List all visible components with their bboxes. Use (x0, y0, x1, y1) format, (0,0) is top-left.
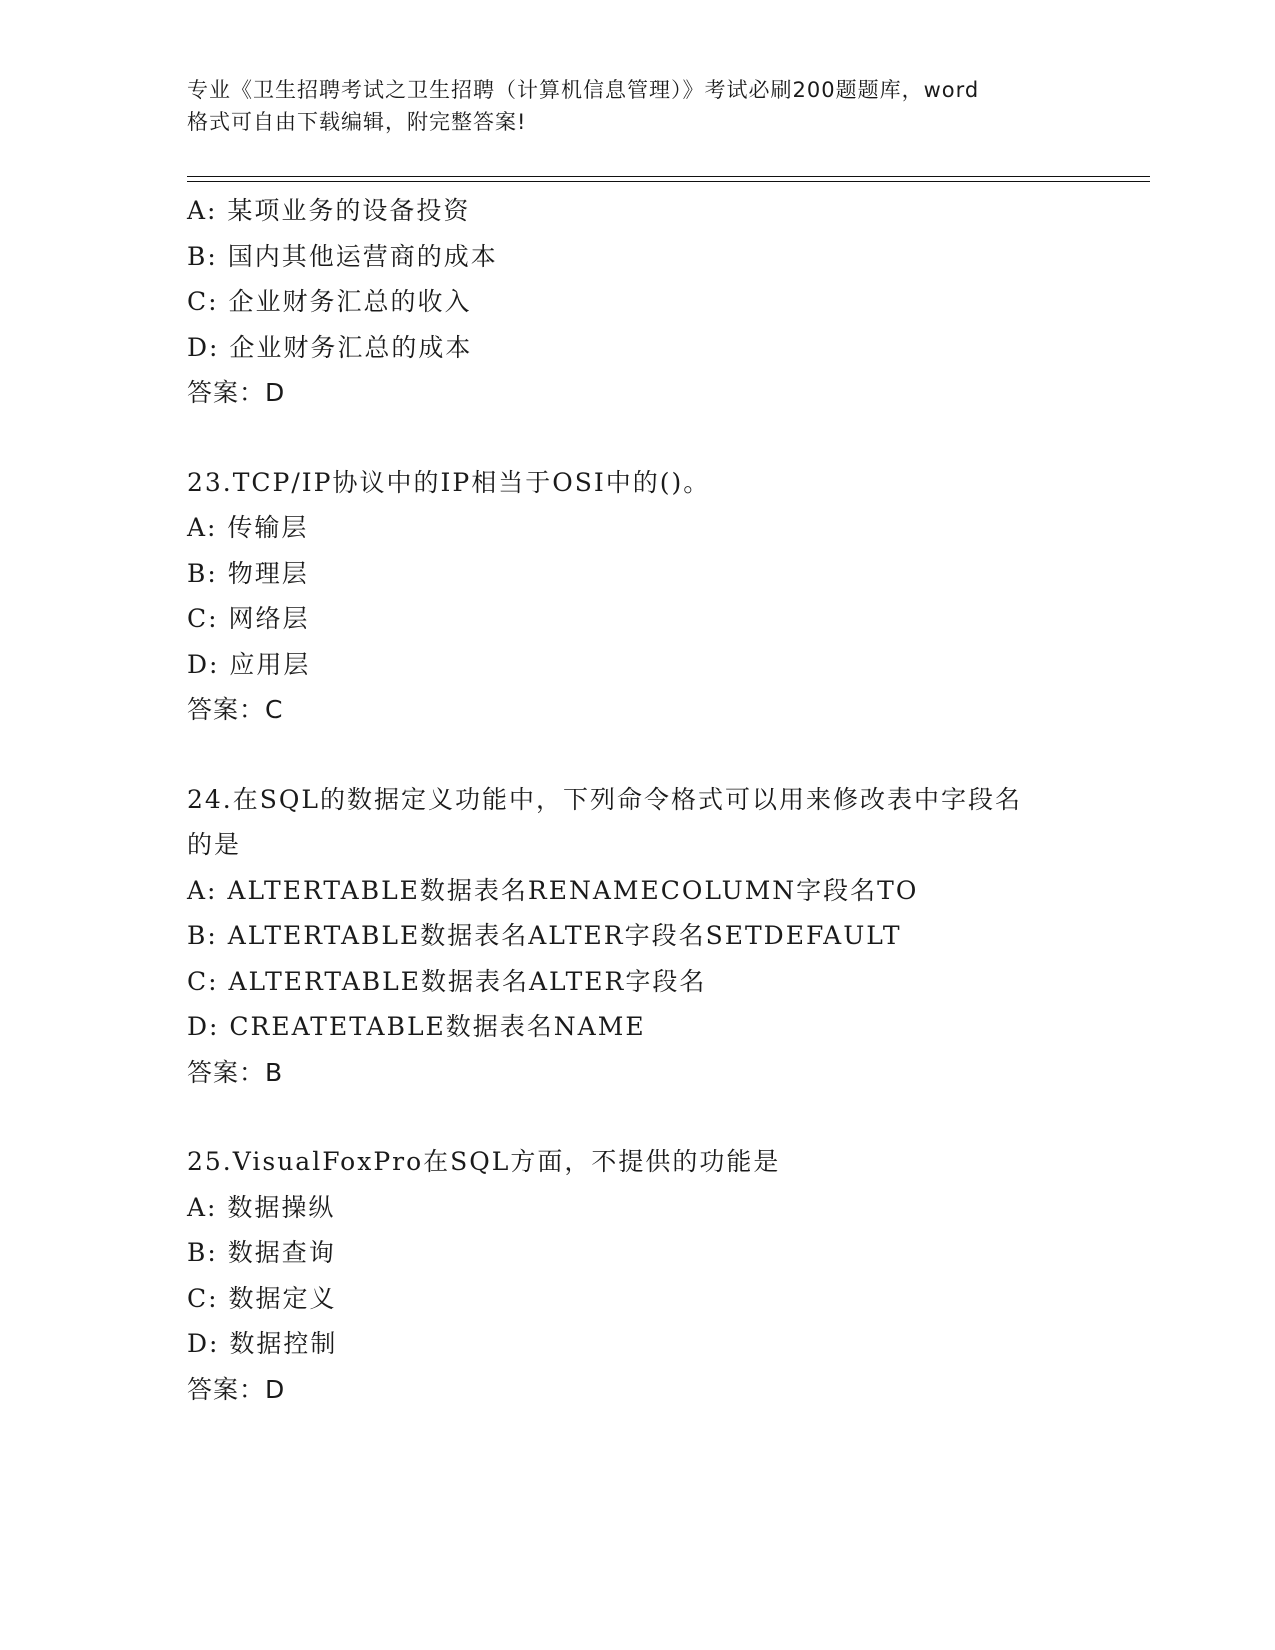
header-line-1: 专业《卫生招聘考试之卫生招聘（计算机信息管理）》考试必刷200题题库，word (187, 78, 980, 102)
question-list (187, 188, 1087, 1412)
document-header (187, 74, 1087, 138)
option-d: D: 企业财务汇总的成本 (187, 332, 473, 362)
question-stem-line-2: 的是 (187, 830, 242, 859)
option-b: B: 数据查询 (187, 1238, 336, 1267)
option-c: C: ALTERTABLE数据表名ALTER字段名 (187, 966, 707, 996)
question-23 (187, 460, 1087, 733)
question-stem: 23.TCP/IP协议中的IP相当于OSI中的()。 (187, 467, 711, 497)
option-a: A: 传输层 (187, 513, 309, 542)
answer: 答案：D (187, 1374, 286, 1404)
option-c: C: 数据定义 (187, 1283, 337, 1313)
option-b: B: ALTERTABLE数据表名ALTER字段名SETDEFAULT (187, 921, 902, 950)
header-divider-bottom (187, 181, 1150, 182)
question-24 (187, 777, 1087, 1096)
option-b: B: 国内其他运营商的成本 (187, 241, 498, 271)
option-d: D: CREATETABLE数据表名NAME (187, 1012, 646, 1041)
question-25 (187, 1139, 1087, 1412)
option-c: C: 企业财务汇总的收入 (187, 287, 472, 316)
option-a: A: 数据操纵 (187, 1192, 336, 1222)
question-spacer (187, 1095, 1087, 1139)
option-d: D: 应用层 (187, 649, 311, 679)
header-divider-top (187, 176, 1150, 177)
option-c: C: 网络层 (187, 604, 310, 633)
question-stem-line-1: 24.在SQL的数据定义功能中，下列命令格式可以用来修改表中字段名 (187, 784, 1022, 814)
option-b: B: 物理层 (187, 558, 309, 588)
option-a: A: ALTERTABLE数据表名RENAMECOLUMN字段名TO (187, 875, 919, 905)
answer: 答案：B (187, 1057, 284, 1087)
question-stem: 25.VisualFoxPro在SQL方面，不提供的功能是 (187, 1147, 781, 1176)
option-d: D: 数据控制 (187, 1329, 338, 1358)
question-22 (187, 188, 1087, 416)
option-a: A: 某项业务的设备投资 (187, 196, 471, 225)
question-spacer (187, 416, 1087, 460)
question-spacer (187, 733, 1087, 777)
answer: 答案：D (187, 378, 286, 407)
header-line-2: 格式可自由下载编辑，附完整答案! (187, 110, 527, 134)
answer: 答案：C (187, 695, 284, 724)
